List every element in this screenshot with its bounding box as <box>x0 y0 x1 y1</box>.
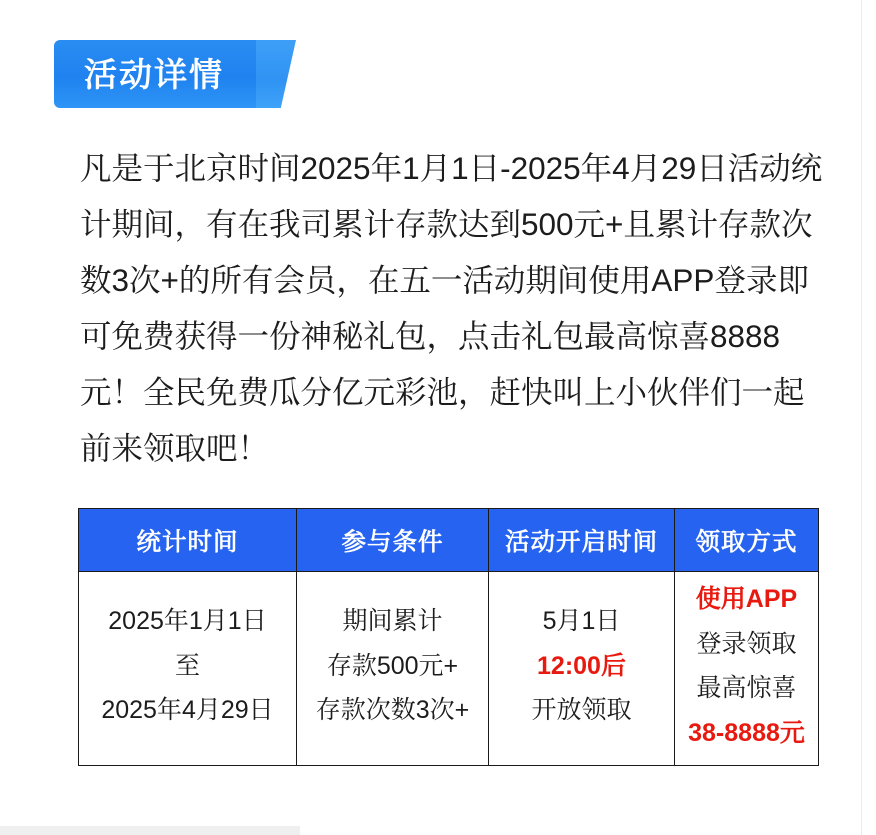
section-title-banner <box>54 40 270 108</box>
page-right-divider <box>861 0 862 835</box>
table-header-row <box>79 509 819 572</box>
banner-tail-shape <box>256 40 296 108</box>
cell-line: 2025年4月29日 <box>101 696 274 725</box>
cell-line: 开放领取 <box>531 696 632 725</box>
cell-line: 至 <box>174 651 200 680</box>
cell-line: 5月1日 <box>542 607 621 636</box>
table-cell-claim-method <box>675 572 819 766</box>
cell-line-group <box>303 608 482 725</box>
table-row <box>79 572 819 766</box>
cell-line: 期间累计 <box>342 607 443 636</box>
table-header-cell-conditions: 参与条件 <box>297 509 489 572</box>
cell-line-highlight: 38-8888元 <box>688 718 805 747</box>
banner-body <box>54 40 270 108</box>
table-cell-statistics-period <box>79 572 297 766</box>
table-header-cell-statistics-period: 统计时间 <box>79 509 297 572</box>
cell-line-highlight: 使用APP <box>695 585 798 613</box>
cell-line-group <box>495 608 668 725</box>
table-header-cell-claim-method: 领取方式 <box>675 509 819 572</box>
cell-line-group <box>85 608 290 725</box>
activity-detail-table <box>78 508 819 766</box>
cell-line: 2025年1月1日 <box>108 607 267 636</box>
cell-line-group <box>681 586 812 747</box>
table-header-cell-start-time: 活动开启时间 <box>489 509 675 572</box>
page-bottom-strip <box>0 826 300 835</box>
table-cell-start-time <box>489 572 675 766</box>
cell-line: 存款次数3次+ <box>315 696 470 725</box>
cell-line: 登录领取 <box>696 629 797 658</box>
activity-description-paragraph: 凡是于北京时间2025年1月1日-2025年4月29日活动统计期间，有在我司累计存款达到500元+且累计存款次数3次+的所有会员，在五一活动期间使用APP登录即可免费获得一份神秘礼包，点击礼包最高惊喜8888元！全民免费瓜分亿元彩池，赶快叫上小伙伴们一起前来领取吧！ <box>80 150 823 466</box>
table-cell-conditions <box>297 572 489 766</box>
cell-line: 最高惊喜 <box>696 674 797 702</box>
activity-detail-table-wrap <box>78 508 818 766</box>
cell-line: 存款500元+ <box>326 651 459 680</box>
section-title-text: 活动详情 <box>84 55 224 93</box>
cell-line-highlight: 12:00后 <box>537 651 626 680</box>
